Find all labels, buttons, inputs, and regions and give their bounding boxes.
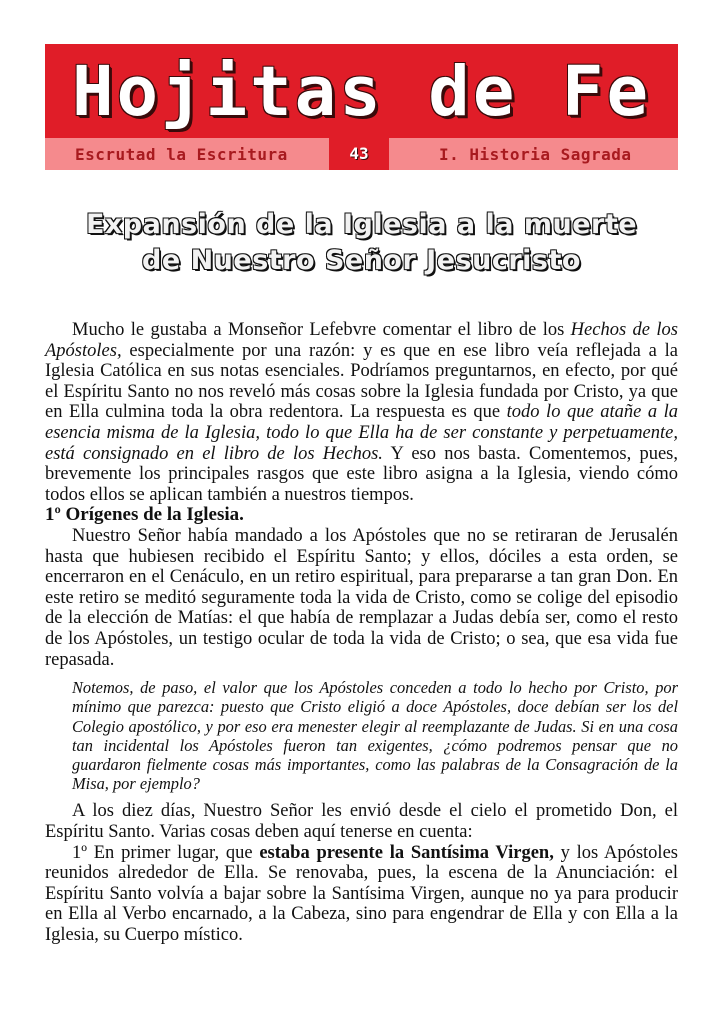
section-heading: 1º Orígenes de la Iglesia. <box>45 504 244 526</box>
article-title <box>45 207 678 279</box>
virgin-text-2: y los Apóstoles reunidos alrededor de Ella. Se renovaba, pues, la escena de la Anunciación: el Espíritu Santo volvía a bajar sobre la Santísima Virgen, aunque no ya para producir en Ella al Verbo encarnado, a la Cabeza, sino para engendrar de Ella y con Ella a la Iglesia, su Cuerpo místico. <box>45 842 678 945</box>
article-title-line-1: Expansión de la Iglesia a la muerte <box>85 209 638 240</box>
paragraph-virgin <box>45 843 678 946</box>
masthead-title: Hojitas de Fe <box>71 52 652 132</box>
intro-text-1: Mucho le gustaba a Monseñor Lefebvre comentar el libro de los <box>72 320 571 340</box>
intro-italic-1: Hechos de los Apóstoles, <box>45 320 678 361</box>
intro-text-3: Y eso nos basta. Comentemos, pues, brevemente los principales rasgos que este libro asigna a la Iglesia, viendo cómo todos ellos se aplican también a nuestros tiempos. <box>45 443 678 505</box>
masthead-banner <box>45 44 678 170</box>
section-label: I. Historia Sagrada <box>439 145 632 164</box>
virgin-text-1: 1º En primer lugar, que <box>72 842 260 863</box>
masthead-subbar <box>45 138 678 170</box>
article-body <box>45 320 678 945</box>
intro-text-2: especialmente por una razón: y es que en ese libro veía reflejada a la Iglesia Católica en sus notas esenciales. Podríamos preguntarnos, en efecto, por qué el Espíritu Santo no nos reveló más cosas sobre la Iglesia fundada por Cristo, ya que en Ella culmina toda la obra redentora. La respuesta es que <box>45 340 678 423</box>
intro-paragraph <box>45 320 678 505</box>
intro-italic-2: todo lo que atañe a la esencia misma de la Iglesia, todo lo que Ella ha de ser constante y perpetuamente, está consignado en el libro de los Hechos. <box>45 402 678 464</box>
paragraph-cenaculo: Nuestro Señor había mandado a los Apóstoles que no se retiraran de Jerusalén hasta que hubiesen recibido el Espíritu Santo; y ellos, dóciles a esta orden, se encerraron en el Cenáculo, en un retiro espiritual, para prepararse a tan gran Don. En este retiro se meditó seguramente toda la vida de Cristo, como se colige del episodio de la elección de Matías: el que había de remplazar a Judas debía ser, como el resto de los Apóstoles, un testigo ocular de toda la vida de Cristo; o sea, que esa vida fue repasada. <box>45 525 678 670</box>
issue-number: 43 <box>329 138 389 170</box>
paragraph-pentecost: A los diez días, Nuestro Señor les envió desde el cielo el prometido Don, el Espíritu Santo. Varias cosas deben aquí tenerse en cuenta: <box>45 801 678 842</box>
virgin-bold: estaba presente la Santísima Virgen, <box>259 842 554 863</box>
series-label: Escrutad la Escritura <box>75 145 288 164</box>
article-title-line-2: de Nuestro Señor Jesucristo <box>142 245 581 276</box>
side-note: Notemos, de paso, el valor que los Apóstoles conceden a todo lo hecho por Cristo, por mínimo que parezca: puesto que Cristo eligió a doce Apóstoles, doce debían ser los del Colegio apostólico, y por eso era menester elegir al reemplazante de Judas. Si en una cosa tan incidental los Apóstoles fueron tan exigentes, ¿cómo podremos pensar que no guardaron fielmente cosas más importantes, como las palabras de la Consagración de la Misa, por ejemplo? <box>72 678 678 794</box>
